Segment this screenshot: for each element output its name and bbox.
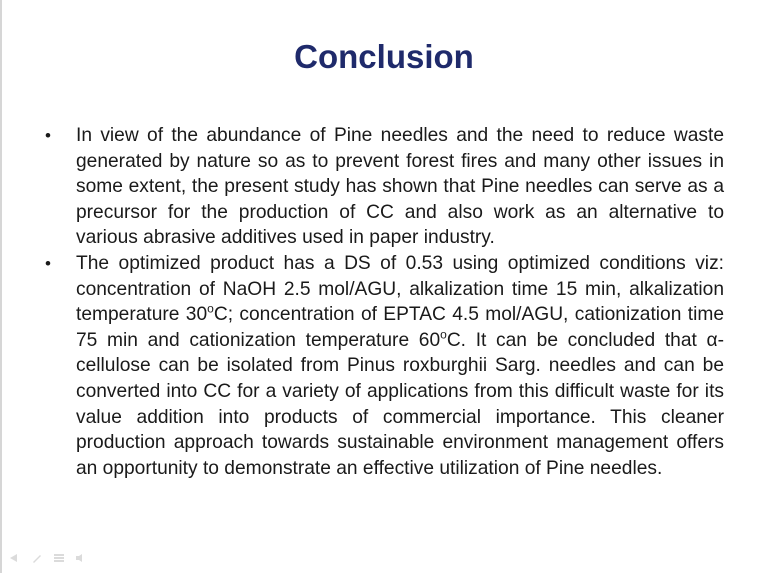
bullet-item-1	[40, 123, 724, 251]
degree-superscript: o	[207, 301, 214, 316]
degree-superscript: o	[440, 327, 447, 342]
bullet-marker: •	[45, 253, 51, 273]
arrow-icon[interactable]	[8, 552, 22, 564]
bullet-text	[76, 253, 724, 479]
bullet-text: In view of the abundance of Pine needles and the need to reduce waste generated by nature so as to prevent forest fires and many other issues in some extent, the present study has shown that Pine needles can serve as a precursor for the production of CC and also work as an alternative to various abrasive additives used in paper industry.	[76, 125, 724, 249]
bullet-text-part: The optimized product has a DS of 0.53 using optimized conditions viz: concentration of NaOH 2.5 mol/AGU, alkalization time 15 min, alkalization temperature 30	[76, 252, 724, 326]
bullet-text-part: C; concentration of EPTAC 4.5 mol/AGU, cationization time 75 min and cationization temperature 60	[76, 304, 725, 351]
slide-toolbar	[8, 550, 88, 566]
bullet-list	[40, 123, 724, 481]
pen-icon[interactable]	[30, 552, 44, 564]
bullet-marker: •	[45, 126, 51, 145]
speaker-icon[interactable]	[74, 552, 88, 564]
bullet-text-part: C. It can be concluded that α-cellulose can be isolated from Pinus roxburghii Sarg. needles and can be converted into CC for a variety of applications from this difficult waste for its value addition into products of commercial importance. This cleaner production approach towards sustainable environment management offers an opportunity to demonstrate an effective utilization of Pine needles.	[76, 329, 725, 479]
slide-title: Conclusion	[294, 38, 474, 75]
menu-icon[interactable]	[52, 552, 66, 564]
bullet-item-2	[40, 251, 724, 481]
slide-left-border	[0, 0, 2, 573]
